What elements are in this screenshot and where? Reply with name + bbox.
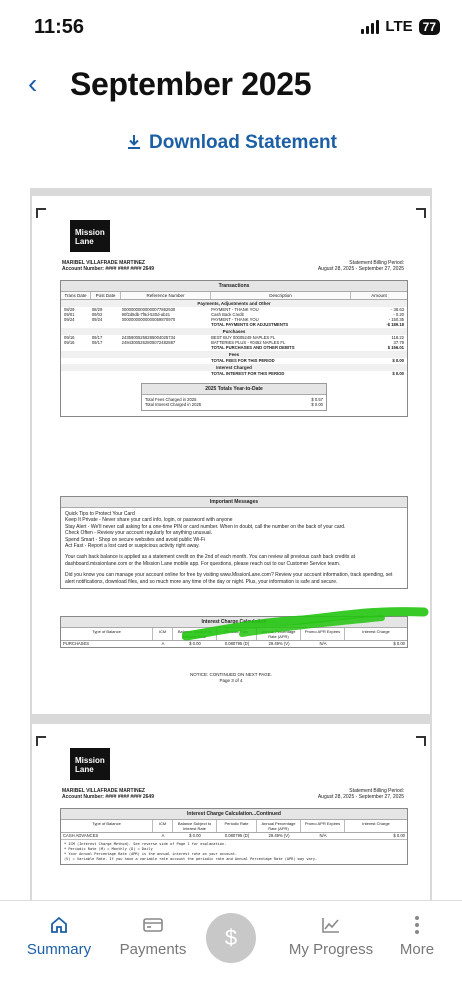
messages-title: Important Messages: [61, 497, 407, 508]
table-row: 09/16 09/17 24943005262805072482887 BATTERIES PLUS - #0452 NAPLES FL 37.79: [64, 340, 405, 345]
table-row: CASH ADVANCES A $ 0.00 0.080795 (D) 29.49% (V) N/A $ 0.00: [63, 833, 405, 838]
interest-calc-continued-title: Interest Charge Calculation...Continued: [61, 809, 407, 820]
mission-lane-logo: Mission Lane: [70, 220, 110, 252]
footnotes: * ICM (Interest Charge Method). See reverse side of Page 1 for explanation. * Periodic Rate (M) = Monthly (D) = Daily * Your Annual Percentage Rate (APR) is the annual interest rate on your account. (V) = Variable Rate. If you have a variable rate account the periodic rate and Annual Percentage Rate (APR) may vary.: [61, 839, 407, 864]
ytd-row: Total Fees Charged in 2025 $ 0.57: [145, 397, 323, 402]
messages-body: Quick Tips to Protect Your Card Keep It Private - Never share your card info, login, or password with anyone Stay Alert - We'll never call asking for a one-time PIN or card number. When in doubt, call the number on the back of your card. Check Often - Review your account regularly for anything unusual. Spend Smart - Shop on secure websites and avoid public Wi-Fi Act Fast - Report a lost card or suspicious activity right away. Your cash back balance is applied as a statement credit on the 2nd of each month. You can review all previous cash back credits at dashboard.missionlane.com or the Mission Lane mobile app. For questions, please reach out to our Customer Service team. Did you know you can manage your account online for free by visiting www.MissionLane.com? Review your account information, track spending, set alert notifications, download files, and so much more any time of the day or night. Plus, your information is safe and secure.: [65, 511, 393, 585]
ytd-title: 2025 Totals Year-to-Date: [142, 384, 326, 395]
home-icon: [49, 915, 69, 935]
period-value: August 28, 2025 - September 27, 2025: [317, 266, 404, 272]
crop-mark: [36, 736, 46, 746]
interest-calc-box: [60, 616, 408, 648]
page-notice: NOTICE: CONTINUED ON NEXT PAGE. Page 3 of 4: [32, 672, 430, 684]
transactions-title: Transactions: [61, 281, 407, 292]
billing-period: [318, 788, 404, 800]
customer-info: [62, 260, 154, 272]
tab-label: More: [399, 941, 435, 958]
col-trans-date: Trans Date: [61, 292, 91, 299]
interest-calc-continued-box: [60, 808, 408, 865]
battery-icon: 77: [419, 19, 440, 35]
customer-name: MARIBEL VILLAFRADE MARTINEZ: [62, 788, 145, 794]
interest-calc-columns: Type of Balance ICM Balance Subject to Interest Rate Periodic Rate Annual Percentage Rate (APR) Promo APR Expires Interest Charge: [61, 628, 407, 641]
status-bar: [0, 0, 462, 56]
table-row: 08/29 08/29 00000000000000077862930 PAYMENT - THANK YOU - 38.63: [64, 307, 405, 312]
card-icon: [142, 915, 164, 935]
interest-calc-title: Interest Charge Calculation: [61, 617, 407, 628]
statement-page-4: [32, 724, 430, 900]
tab-label: Payments: [119, 941, 187, 958]
back-chevron-icon[interactable]: ‹: [28, 68, 38, 99]
col-amount: Amount: [371, 293, 387, 298]
table-row: 09/24 09/24 00000000000000059870970 PAYMENT - THANK YOU - 150.35: [64, 317, 405, 322]
period-label: Statement Billing Period:: [349, 260, 404, 266]
page-header: [0, 56, 462, 116]
purchases-subtitle: Purchases: [61, 328, 407, 335]
period-value: August 28, 2025 - September 27, 2025: [317, 794, 404, 800]
col-post-date: Post Date: [91, 292, 121, 299]
pay-icon[interactable]: $: [206, 913, 256, 963]
download-label: Download Statement: [149, 132, 337, 153]
table-row: 09/01 09/02 90f2d8db-7f6d-530d-ab21 Cash Back Credit - 0.20: [64, 312, 405, 317]
status-time: 11:56: [34, 16, 85, 38]
statement-viewer[interactable]: [30, 188, 432, 900]
chart-line-icon: [320, 915, 342, 935]
table-row: PURCHASES A $ 0.00 0.080795 (D) 29.49% (V) N/A $ 0.00: [63, 641, 405, 646]
interest-subtitle: Interest Charged: [61, 364, 407, 371]
fees-subtitle: Fees: [61, 351, 407, 358]
ytd-row: Total Interest Charged in 2025 $ 0.00: [145, 402, 323, 407]
bottom-tab-bar: [0, 900, 462, 1000]
col-reference: Reference Number: [121, 292, 211, 299]
billing-period: [318, 260, 404, 272]
fees-total-row: TOTAL FEES FOR THIS PERIOD $ 0.00: [211, 358, 405, 363]
important-messages-box: [60, 496, 408, 589]
tab-summary[interactable]: [22, 915, 96, 958]
network-label: LTE: [385, 18, 413, 35]
download-statement-button[interactable]: [0, 132, 462, 154]
mission-lane-logo: Mission Lane: [70, 748, 110, 780]
transactions-columns: [61, 292, 407, 300]
signal-icon: [361, 20, 379, 34]
col-description: Description: [211, 292, 351, 299]
crop-mark: [36, 208, 46, 218]
tab-label: My Progress: [288, 941, 374, 958]
account-number: Account Number: #### #### #### 2649: [62, 794, 154, 800]
interest-total-row: TOTAL INTEREST FOR THIS PERIOD $ 0.00: [211, 371, 405, 376]
tab-label: Summary: [26, 941, 92, 958]
tab-my-progress[interactable]: [284, 915, 378, 958]
more-vertical-icon: [414, 915, 420, 935]
transactions-box: [60, 280, 408, 417]
crop-mark: [416, 736, 426, 746]
customer-info: [62, 788, 154, 800]
page-number: Page 3 of 4: [219, 678, 243, 683]
download-icon: [125, 133, 143, 151]
period-label: Statement Billing Period:: [349, 788, 404, 794]
status-indicators: [361, 18, 440, 35]
interest-calc-columns: Type of Balance ICM Balance Subject to Interest Rate Periodic Rate Annual Percentage Rate (APR) Promo APR Expires Interest Charge: [61, 820, 407, 833]
payments-total-row: TOTAL PAYMENTS OR ADJUSTMENTS -$ 189.18: [211, 322, 405, 327]
tab-payments[interactable]: [112, 915, 194, 958]
purchases-total-row: TOTAL PURCHASES AND OTHER DEBITS $ 156.01: [211, 345, 405, 350]
tab-more[interactable]: [394, 915, 440, 958]
page-title: September 2025: [70, 66, 312, 102]
payments-subtitle: Payments, Adjustments and Other: [61, 300, 407, 307]
ytd-box: [141, 383, 327, 411]
statement-page-3: [32, 196, 430, 714]
table-row: 09/16 09/17 24359005258285004025734 BEST BUY 00005249 NAPLES FL 118.22: [64, 335, 405, 340]
account-number: Account Number: #### #### #### 2649: [62, 266, 154, 272]
crop-mark: [416, 208, 426, 218]
customer-name: MARIBEL VILLAFRADE MARTINEZ: [62, 260, 145, 266]
